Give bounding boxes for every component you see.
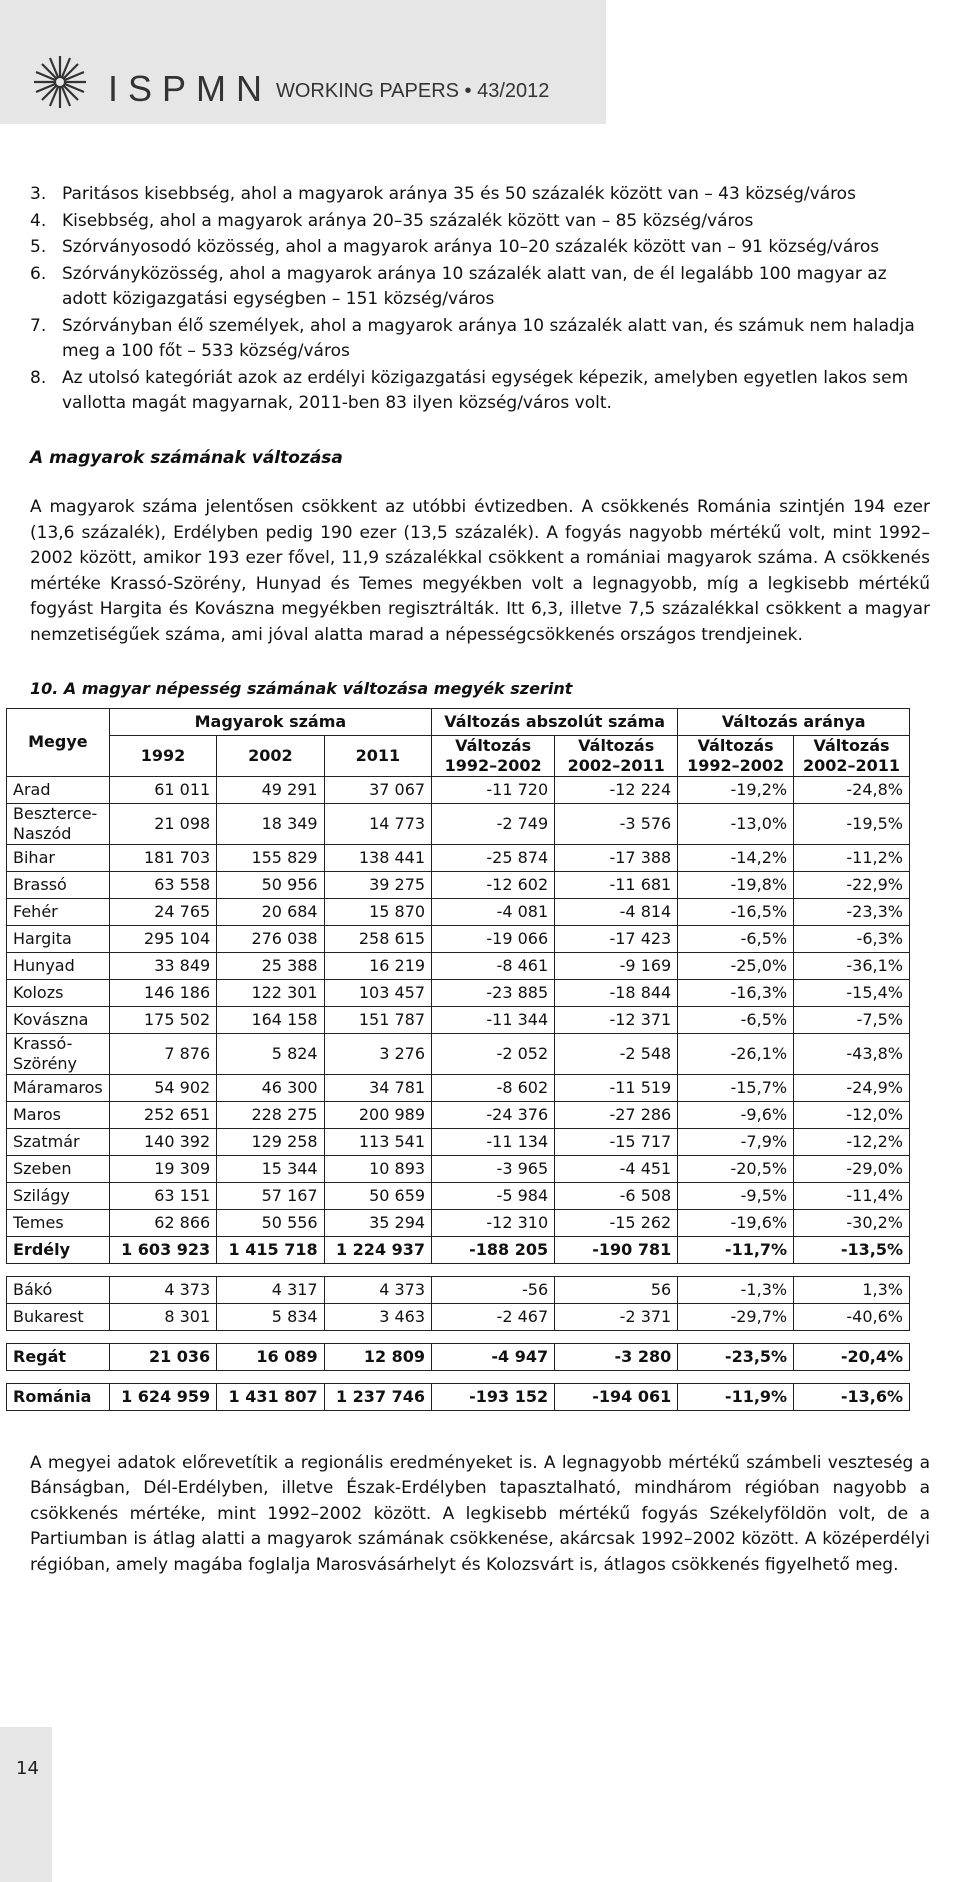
table-cell: -9,5%: [678, 1182, 794, 1209]
table-cell: 16 089: [217, 1343, 324, 1370]
table-cell: 8 301: [109, 1303, 216, 1330]
table-cell: 258 615: [324, 925, 431, 952]
page-header: [0, 0, 606, 124]
table-cell: 4 373: [109, 1276, 216, 1303]
list-item: [30, 262, 930, 313]
table-cell: 50 556: [217, 1209, 324, 1236]
table-cell: -16,3%: [678, 979, 794, 1006]
table-row: [7, 1074, 910, 1101]
table-cell: -6 508: [555, 1182, 678, 1209]
table-cell: 63 558: [109, 871, 216, 898]
table-cell-county: Szeben: [7, 1155, 110, 1182]
table-cell: -17 388: [555, 844, 678, 871]
table-cell: 57 167: [217, 1182, 324, 1209]
table-cell: -19,5%: [794, 803, 910, 844]
table-cell: -2 467: [432, 1303, 555, 1330]
table-cell: -17 423: [555, 925, 678, 952]
table-cell: 56: [555, 1276, 678, 1303]
table-cell: -6,5%: [678, 925, 794, 952]
spacer-cell: [432, 1330, 555, 1343]
table-cell: 10 893: [324, 1155, 431, 1182]
spacer-cell: [555, 1263, 678, 1276]
spacer-cell: [324, 1370, 431, 1383]
table-cell: -30,2%: [794, 1209, 910, 1236]
table-cell: 37 067: [324, 776, 431, 803]
table-cell: 21 098: [109, 803, 216, 844]
list-item: [30, 314, 930, 365]
table-cell: -15 717: [555, 1128, 678, 1155]
table-cell-county: Hargita: [7, 925, 110, 952]
table-cell: 1 224 937: [324, 1236, 431, 1263]
table-cell: 34 781: [324, 1074, 431, 1101]
spacer-cell: [555, 1330, 678, 1343]
table-cell: 39 275: [324, 871, 431, 898]
table-cell: 62 866: [109, 1209, 216, 1236]
list-item-text: Szórványban élő személyek, ahol a magyarok aránya 10 százalék alatt van, és számuk nem haladja meg a 100 főt – 533 község/város: [62, 315, 915, 361]
table-cell: 5 824: [217, 1033, 324, 1074]
table-cell: 200 989: [324, 1101, 431, 1128]
col-abs-02-11: Változás 2002–2011: [555, 735, 678, 776]
table-cell: 4 373: [324, 1276, 431, 1303]
table-cell: -4 081: [432, 898, 555, 925]
table-row: [7, 803, 910, 844]
table-cell: -194 061: [555, 1383, 678, 1410]
spacer-cell: [7, 1370, 110, 1383]
table-cell: 20 684: [217, 898, 324, 925]
page-content: [13, 182, 930, 1578]
table-cell: -1,3%: [678, 1276, 794, 1303]
table-cell: 50 956: [217, 871, 324, 898]
table-cell: -19,8%: [678, 871, 794, 898]
table-cell-county: Maros: [7, 1101, 110, 1128]
table-cell: 15 870: [324, 898, 431, 925]
table-row: [7, 1128, 910, 1155]
list-item-number: 7.: [30, 315, 47, 336]
col-rate-02-11: Változás 2002–2011: [794, 735, 910, 776]
list-item-text: Paritásos kisebbség, ahol a magyarok aránya 35 és 50 százalék között van – 43 község/város: [62, 184, 856, 204]
table-spacer-row: [7, 1330, 910, 1343]
table-cell: 61 011: [109, 776, 216, 803]
table-cell: -19 066: [432, 925, 555, 952]
table-cell-county: Erdély: [7, 1236, 110, 1263]
table-cell: -4 451: [555, 1155, 678, 1182]
population-table: [6, 708, 910, 1411]
table-cell: -6,5%: [678, 1006, 794, 1033]
table-cell: -190 781: [555, 1236, 678, 1263]
table-cell: 35 294: [324, 1209, 431, 1236]
table-cell: 63 151: [109, 1182, 216, 1209]
table-cell-county: Temes: [7, 1209, 110, 1236]
table-cell: 140 392: [109, 1128, 216, 1155]
list-item-number: 4.: [30, 210, 47, 231]
table-cell: -9 169: [555, 952, 678, 979]
table-cell: -2 371: [555, 1303, 678, 1330]
table-cell: 21 036: [109, 1343, 216, 1370]
spacer-cell: [109, 1370, 216, 1383]
table-cell: -19,6%: [678, 1209, 794, 1236]
table-cell: -11 344: [432, 1006, 555, 1033]
table-cell: -25,0%: [678, 952, 794, 979]
table-row: [7, 1276, 910, 1303]
table-cell: -12 371: [555, 1006, 678, 1033]
table-cell: -13,0%: [678, 803, 794, 844]
table-cell: -2 548: [555, 1033, 678, 1074]
page-number: 14: [16, 1758, 39, 1779]
table-cell: -14,2%: [678, 844, 794, 871]
table-cell: -4 947: [432, 1343, 555, 1370]
table-cell: -43,8%: [794, 1033, 910, 1074]
table-cell: 122 301: [217, 979, 324, 1006]
table-cell-county: Szatmár: [7, 1128, 110, 1155]
table-cell-county: Bákó: [7, 1276, 110, 1303]
table-cell: -23 885: [432, 979, 555, 1006]
table-cell: -11 720: [432, 776, 555, 803]
table-body: [7, 776, 910, 1410]
table-cell-county: Románia: [7, 1383, 110, 1410]
table-cell: 54 902: [109, 1074, 216, 1101]
table-cell: -16,5%: [678, 898, 794, 925]
table-row: [7, 979, 910, 1006]
table-row: [7, 1303, 910, 1330]
section-title: A magyarok számának változása: [30, 447, 343, 468]
table-cell: -12,0%: [794, 1101, 910, 1128]
list-item: [30, 182, 930, 208]
table-cell: -2 749: [432, 803, 555, 844]
spacer-cell: [794, 1370, 910, 1383]
table-cell: -24 376: [432, 1101, 555, 1128]
table-cell: -6,3%: [794, 925, 910, 952]
table-cell: 151 787: [324, 1006, 431, 1033]
table-cell: 1 603 923: [109, 1236, 216, 1263]
spacer-cell: [324, 1263, 431, 1276]
table-cell: 16 219: [324, 952, 431, 979]
table-cell-county: Beszterce-Naszód: [7, 803, 110, 844]
table-row: [7, 1006, 910, 1033]
spacer-cell: [794, 1263, 910, 1276]
table-cell: 18 349: [217, 803, 324, 844]
table-cell: 5 834: [217, 1303, 324, 1330]
table-cell: -13,5%: [794, 1236, 910, 1263]
table-cell: -5 984: [432, 1182, 555, 1209]
list-item-text: Az utolsó kategóriát azok az erdélyi közigazgatási egységek képezik, amelyben egyetlen lakos sem vallotta magát magyarnak, 2011-ben 83 ilyen község/város volt.: [62, 367, 909, 413]
table-spacer-row: [7, 1370, 910, 1383]
list-item-number: 5.: [30, 237, 47, 257]
table-cell: 1,3%: [794, 1276, 910, 1303]
table-spacer-row: [7, 1263, 910, 1276]
spacer-cell: [217, 1263, 324, 1276]
table-cell-county: Krassó-Szörény: [7, 1033, 110, 1074]
table-cell: 113 541: [324, 1128, 431, 1155]
table-cell: -4 814: [555, 898, 678, 925]
table-cell: -24,8%: [794, 776, 910, 803]
col-abs-92-02: Változás 1992–2002: [432, 735, 555, 776]
table-cell: 155 829: [217, 844, 324, 871]
category-list: [30, 182, 930, 417]
table-cell: 3 276: [324, 1033, 431, 1074]
table-row: [7, 925, 910, 952]
table-cell: -8 602: [432, 1074, 555, 1101]
table-cell: 49 291: [217, 776, 324, 803]
table-cell: -26,1%: [678, 1033, 794, 1074]
col-rate-92-02: Változás 1992–2002: [678, 735, 794, 776]
table-cell: 181 703: [109, 844, 216, 871]
list-item: [30, 235, 930, 261]
table-cell: -8 461: [432, 952, 555, 979]
table-cell: -3 576: [555, 803, 678, 844]
spacer-cell: [217, 1330, 324, 1343]
table-cell-county: Kovászna: [7, 1006, 110, 1033]
table-row: [7, 1101, 910, 1128]
spacer-cell: [794, 1330, 910, 1343]
series-label: WORKING PAPERS • 43/2012: [276, 80, 550, 102]
group-arany: Változás aránya: [678, 708, 910, 735]
table-cell: -20,4%: [794, 1343, 910, 1370]
table-cell: -18 844: [555, 979, 678, 1006]
table-cell: -9,6%: [678, 1101, 794, 1128]
col-megye: Megye: [7, 708, 110, 776]
table-cell: 25 388: [217, 952, 324, 979]
table-cell-county: Máramaros: [7, 1074, 110, 1101]
table-row: [7, 1236, 910, 1263]
table-cell: -19,2%: [678, 776, 794, 803]
table-cell: 129 258: [217, 1128, 324, 1155]
table-row: [7, 1383, 910, 1410]
table-row: [7, 1182, 910, 1209]
table-cell: -24,9%: [794, 1074, 910, 1101]
table-cell: 295 104: [109, 925, 216, 952]
table-cell: 146 186: [109, 979, 216, 1006]
spacer-cell: [109, 1330, 216, 1343]
table-cell: -29,7%: [678, 1303, 794, 1330]
table-cell: -25 874: [432, 844, 555, 871]
table-cell: -56: [432, 1276, 555, 1303]
table-cell: -11 519: [555, 1074, 678, 1101]
table-cell: -11 134: [432, 1128, 555, 1155]
spacer-cell: [555, 1370, 678, 1383]
table-cell: -3 280: [555, 1343, 678, 1370]
col-2002: 2002: [217, 735, 324, 776]
spacer-cell: [432, 1263, 555, 1276]
brand-name: ISPMN: [108, 68, 273, 109]
ispmn-logo-icon: [30, 52, 90, 112]
table-cell-county: Bihar: [7, 844, 110, 871]
spacer-cell: [432, 1370, 555, 1383]
table-cell: 228 275: [217, 1101, 324, 1128]
list-item-number: 8.: [30, 367, 47, 388]
spacer-cell: [678, 1370, 794, 1383]
spacer-cell: [7, 1263, 110, 1276]
table-row: [7, 1155, 910, 1182]
table-row: [7, 871, 910, 898]
table-row: [7, 952, 910, 979]
table-cell: -15,4%: [794, 979, 910, 1006]
table-cell: 1 431 807: [217, 1383, 324, 1410]
table-cell: 276 038: [217, 925, 324, 952]
table-cell: -15,7%: [678, 1074, 794, 1101]
table-cell: -20,5%: [678, 1155, 794, 1182]
table-caption: 10. A magyar népesség számának változása megyék szerint: [30, 679, 573, 698]
table-cell-county: Szilágy: [7, 1182, 110, 1209]
paragraph-2: A megyei adatok előrevetítik a regionális eredményeket is. A legnagyobb mértékű számbeli veszteség a Bánságban, Dél-Erdélyben, illetve Észak-Erdélyben tapasztalható, mindhárom régióban nagyobb a csökkenés mértéke, mint 1992–2002 között. A legkisebb mértékű fogyás Székelyföldön volt, de a Partiumban is átlag alatti a magyarok számának csökkenése, akárcsak 1992–2002 között. A középerdélyi régióban, amely magába foglalja Marosvásárhelyt és Kolozsvárt is, átlagos csökkenés figyelhető meg.: [30, 1452, 930, 1575]
spacer-cell: [678, 1263, 794, 1276]
table-cell: -2 052: [432, 1033, 555, 1074]
table-cell: -11 681: [555, 871, 678, 898]
spacer-cell: [324, 1330, 431, 1343]
spacer-cell: [109, 1263, 216, 1276]
table-cell: -11,2%: [794, 844, 910, 871]
table-cell: 1 624 959: [109, 1383, 216, 1410]
table-cell: -12 224: [555, 776, 678, 803]
table-cell: 24 765: [109, 898, 216, 925]
list-item: [30, 209, 930, 235]
table-cell-county: Kolozs: [7, 979, 110, 1006]
list-item-text: Szórványközösség, ahol a magyarok aránya 10 százalék alatt van, de él legalább 100 magyar az adott közigazgatási egységben – 151 község/város: [62, 263, 887, 309]
table-cell: -12 602: [432, 871, 555, 898]
table-cell: 15 344: [217, 1155, 324, 1182]
table-cell: -29,0%: [794, 1155, 910, 1182]
table-cell: -22,9%: [794, 871, 910, 898]
table-row: [7, 1033, 910, 1074]
table-cell: 7 876: [109, 1033, 216, 1074]
table-cell: 4 317: [217, 1276, 324, 1303]
table-cell: 14 773: [324, 803, 431, 844]
table-cell: -188 205: [432, 1236, 555, 1263]
table-cell: 103 457: [324, 979, 431, 1006]
table-row: [7, 1209, 910, 1236]
group-magyarok: Magyarok száma: [109, 708, 431, 735]
table-row: [7, 776, 910, 803]
table-cell: -27 286: [555, 1101, 678, 1128]
table-cell: 1 415 718: [217, 1236, 324, 1263]
table-cell-county: Brassó: [7, 871, 110, 898]
list-item-number: 6.: [30, 263, 47, 284]
table-cell-county: Arad: [7, 776, 110, 803]
table-cell: -3 965: [432, 1155, 555, 1182]
footer-box: [0, 1727, 52, 1882]
list-item-number: 3.: [30, 184, 47, 204]
table-cell-county: Regát: [7, 1343, 110, 1370]
table-cell: 33 849: [109, 952, 216, 979]
table-cell: -23,5%: [678, 1343, 794, 1370]
table-cell: -193 152: [432, 1383, 555, 1410]
table-cell: 138 441: [324, 844, 431, 871]
table-cell: -13,6%: [794, 1383, 910, 1410]
list-item: [30, 366, 930, 417]
table-cell: 164 158: [217, 1006, 324, 1033]
list-item-text: Szórványosodó közösség, ahol a magyarok aránya 10–20 százalék között van – 91 község/város: [62, 237, 880, 257]
table-cell-county: Hunyad: [7, 952, 110, 979]
spacer-cell: [7, 1330, 110, 1343]
table-cell: 175 502: [109, 1006, 216, 1033]
group-abszolut: Változás abszolút száma: [432, 708, 678, 735]
table-cell: 46 300: [217, 1074, 324, 1101]
col-2011: 2011: [324, 735, 431, 776]
paragraph-1: A magyarok száma jelentősen csökkent az utóbbi évtizedben. A csökkenés Románia szintjén 194 ezer (13,6 százalék), Erdélyben pedig 190 ezer (13,5 százalék). A fogyás nagyobb mértékű volt, mint 1992–2002 között, amikor 193 ezer fővel, 11,9 százalékkal csökkent a romániai magyarok száma. A csökkenés mértéke Krassó-Szörény, Hunyad és Temes megyékben volt a legnagyobb, míg a legkisebb mértékű fogyást Hargita és Kovászna megyékben regisztrálták. Itt 6,3, illetve 7,5 százalékkal csökkent a magyar nemzetiségűek száma, ami jóval alatta marad a népességcsökkenés országos trendjeinek.: [30, 497, 930, 645]
table-cell: -12,2%: [794, 1128, 910, 1155]
col-1992: 1992: [109, 735, 216, 776]
table-cell: -11,7%: [678, 1236, 794, 1263]
spacer-cell: [678, 1330, 794, 1343]
table-cell: -36,1%: [794, 952, 910, 979]
table-cell: 12 809: [324, 1343, 431, 1370]
table-cell-county: Fehér: [7, 898, 110, 925]
table-cell: -7,5%: [794, 1006, 910, 1033]
spacer-cell: [217, 1370, 324, 1383]
table-cell: 19 309: [109, 1155, 216, 1182]
table-cell: -7,9%: [678, 1128, 794, 1155]
table-row: [7, 1343, 910, 1370]
table-cell: 252 651: [109, 1101, 216, 1128]
table-cell: -40,6%: [794, 1303, 910, 1330]
table-cell: -15 262: [555, 1209, 678, 1236]
table-cell: -11,4%: [794, 1182, 910, 1209]
table-cell: 1 237 746: [324, 1383, 431, 1410]
table-row: [7, 844, 910, 871]
table-row: [7, 898, 910, 925]
table-cell-county: Bukarest: [7, 1303, 110, 1330]
table-cell: 50 659: [324, 1182, 431, 1209]
table-cell: -23,3%: [794, 898, 910, 925]
table-cell: -11,9%: [678, 1383, 794, 1410]
table-cell: 3 463: [324, 1303, 431, 1330]
list-item-text: Kisebbség, ahol a magyarok aránya 20–35 százalék között van – 85 község/város: [62, 210, 754, 231]
table-cell: -12 310: [432, 1209, 555, 1236]
